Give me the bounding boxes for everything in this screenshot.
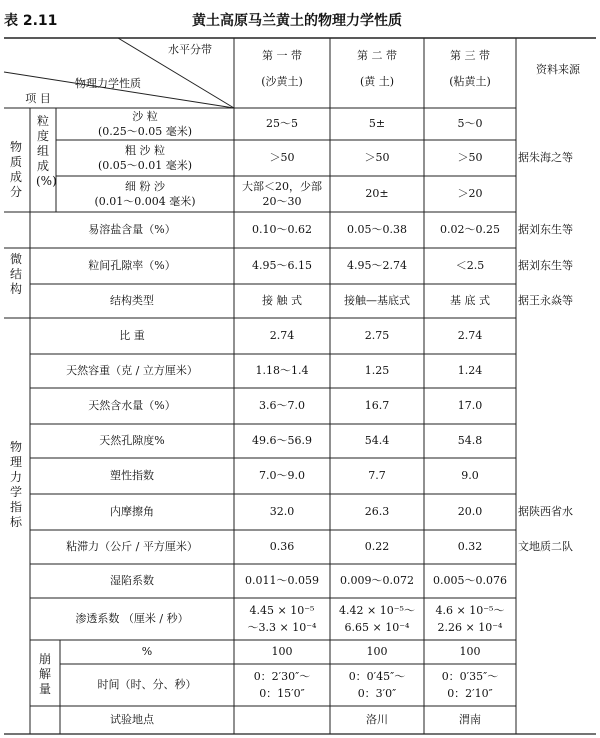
row-subname: (0.05～0.01 毫米): [97, 159, 193, 172]
row-value-z1: 100: [271, 645, 293, 658]
row-value-z3: 100: [459, 645, 481, 658]
row-name: 试验地点: [110, 713, 154, 726]
row-value-z2: 洛川: [366, 713, 388, 726]
row-value-z2: 0.009～0.072: [340, 574, 414, 587]
row-value-z1: 4.95～6.15: [252, 259, 312, 272]
row-value-z3: 9.0: [461, 469, 479, 482]
row-value-z2: 0.05～0.38: [347, 223, 407, 236]
row-value-z3: 0.02～0.25: [440, 223, 500, 236]
row-value-z3: ＜2.5: [455, 259, 485, 272]
row-name: 粘滞力（公斤 / 平方厘米）: [66, 540, 198, 553]
row-value-z1: ＞50: [269, 151, 295, 164]
row-value-z1: 接 触 式: [262, 294, 302, 307]
item-axis-label: 项 目: [25, 92, 51, 105]
row-value-z3: 0：0′35″～: [441, 669, 499, 683]
row-name: 时间（时、分、秒）: [97, 678, 197, 691]
row-value-z1: 32.0: [269, 505, 295, 518]
row-value-z1: 25～5: [266, 117, 298, 130]
row-value-z1: 49.6～56.9: [252, 434, 312, 447]
row-name: 结构类型: [110, 294, 154, 307]
group-collapse: 崩解量: [38, 652, 51, 696]
row-value-z2: 26.3: [364, 505, 390, 518]
row-subname: (0.01～0.004 毫米): [94, 195, 196, 208]
row-value-z2: 100: [366, 645, 388, 658]
property-axis-label: 物理力学性质: [75, 77, 141, 90]
row-name: 比 重: [119, 329, 145, 342]
row-value-z3: 基 底 式: [450, 294, 490, 307]
source-5: 据陕西省水: [518, 505, 573, 518]
zone-2-sub: (黄 土): [359, 75, 395, 88]
row-name: 内摩擦角: [110, 505, 154, 518]
zone-1-name: 第 一 带: [262, 49, 302, 62]
row-value-z2: 20±: [365, 187, 389, 200]
row-name: 塑性指数: [110, 469, 154, 482]
row-value-z3: 20.0: [457, 505, 483, 518]
row-value-z1: 2.74: [269, 329, 295, 342]
row-value-z2: 4.42 × 10⁻⁵～: [339, 603, 415, 617]
row-value-z3: ＞50: [457, 151, 483, 164]
row-value-z1: [234, 706, 330, 734]
row-value-z1-line2: ～3.3 × 10⁻⁴: [247, 620, 317, 634]
group-mech: 物理力学指标: [9, 440, 22, 529]
group-grain: 粒度组成(%): [36, 114, 57, 188]
row-value-z3: 17.0: [457, 399, 483, 412]
source-6: 文地质二队: [518, 540, 573, 553]
row-value-z2-line2: 0：3′0″: [357, 686, 397, 700]
row-value-z1: 3.6～7.0: [259, 399, 305, 412]
row-value-z2: 0：0′45″～: [348, 669, 406, 683]
row-name: 粗 沙 粒: [125, 144, 165, 157]
source-header: 资料来源: [536, 63, 580, 76]
row-value-z1-line2: 20～30: [262, 195, 302, 208]
row-value-z2: 16.7: [364, 399, 390, 412]
row-value-z1: 0：2′30″～: [253, 669, 311, 683]
group-material: 物质成分: [9, 140, 22, 199]
row-value-z3-line2: 0：2′10″: [447, 686, 493, 700]
row-name: 易溶盐含量（%）: [88, 223, 176, 236]
row-value-z3: ＞20: [457, 187, 483, 200]
row-value-z1: 7.0～9.0: [259, 469, 305, 482]
row-value-z1: 0.36: [269, 540, 295, 553]
zone-3-name: 第 三 带: [450, 49, 490, 62]
row-value-z3: 1.24: [457, 364, 483, 377]
row-value-z3: 2.74: [457, 329, 483, 342]
row-value-z1: 1.18～1.4: [255, 364, 309, 377]
table-label: 表 2.11: [4, 13, 58, 29]
row-value-z3-line2: 2.26 × 10⁻⁴: [437, 620, 503, 634]
group-micro: 微结构: [9, 252, 22, 296]
row-value-z2: 7.7: [368, 469, 386, 482]
source-4: 据王永焱等: [518, 294, 573, 307]
row-name: 渗透系数 （厘米 / 秒）: [75, 612, 189, 625]
table-title: 黄土高原马兰黄土的物理力学性质: [192, 13, 402, 29]
zone-axis-label: 水平分带: [168, 43, 212, 56]
row-name: 天然容重（克 / 立方厘米）: [66, 364, 198, 377]
zone-3-sub: (粘黄土): [449, 75, 491, 88]
source-2: 据刘东生等: [518, 223, 573, 236]
row-value-z1: 0.011～0.059: [245, 574, 319, 587]
row-subname: (0.25～0.05 毫米): [97, 125, 193, 138]
row-value-z2: 2.75: [364, 329, 390, 342]
row-value-z2-line2: 6.65 × 10⁻⁴: [344, 620, 410, 634]
row-name: 天然孔隙度%: [99, 434, 165, 447]
source-3: 据刘东生等: [518, 259, 573, 272]
row-name: 湿陷系数: [110, 574, 154, 587]
zone-2-name: 第 二 带: [357, 49, 397, 62]
row-name: 天然含水量（%）: [88, 399, 176, 412]
row-value-z1-line2: 0：15′0″: [259, 686, 305, 700]
zone-1-sub: (沙黄土): [261, 75, 303, 88]
row-value-z3: 54.8: [457, 434, 483, 447]
source-1: 据朱海之等: [518, 151, 573, 164]
row-value-z2: ＞50: [364, 151, 390, 164]
row-value-z1: 0.10～0.62: [252, 223, 312, 236]
row-value-z2: 接触—基底式: [344, 294, 410, 307]
row-value-z3: 0.32: [457, 540, 483, 553]
row-value-z3: 5～0: [457, 117, 483, 130]
row-value-z1: 4.45 × 10⁻⁵: [249, 603, 315, 617]
row-name: 沙 粒: [132, 110, 158, 123]
row-value-z2: 5±: [368, 117, 386, 130]
row-value-z2: 1.25: [364, 364, 390, 377]
row-value-z3: 渭南: [459, 713, 481, 726]
row-value-z1: 大部＜20，少部: [242, 180, 322, 193]
row-name: 粒间孔隙率（%）: [88, 259, 176, 272]
row-value-z2: 4.95～2.74: [347, 259, 407, 272]
row-value-z3: 4.6 × 10⁻⁵～: [435, 603, 505, 617]
row-value-z2: 0.22: [364, 540, 390, 553]
row-name: 细 粉 沙: [125, 180, 165, 193]
row-name: %: [141, 645, 153, 658]
row-value-z3: 0.005～0.076: [433, 574, 507, 587]
row-value-z2: 54.4: [364, 434, 390, 447]
